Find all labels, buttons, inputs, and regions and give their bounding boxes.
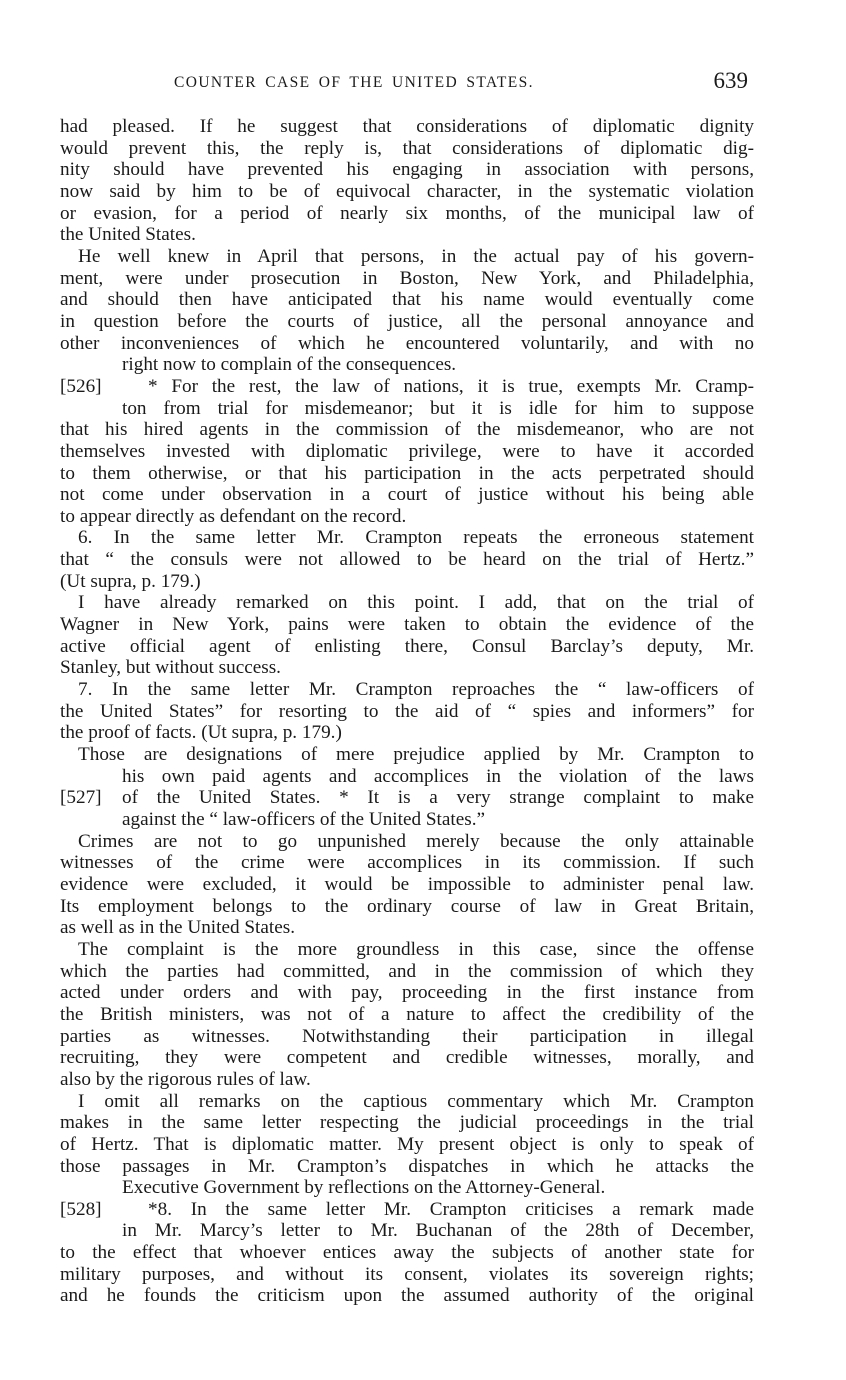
line-text: The complaint is the more groundless in this case, since the offense [78, 938, 754, 960]
line-text: He well knew in April that persons, in the actual pay of his govern- [78, 245, 754, 267]
line-text: of the United States. * It is a very strange complaint to make [122, 787, 754, 809]
line-text: his own paid agents and accomplices in the violation of the laws [122, 765, 754, 787]
line-text: Crimes are not to go unpunished merely because the only attainable [78, 830, 754, 852]
line-text: 6. In the same letter Mr. Crampton repeats the erroneous statement [78, 527, 754, 549]
line-text: that “ the consuls were not allowed to be heard on the trial of Hertz.” [60, 549, 754, 571]
running-head: COUNTER CASE OF THE UNITED STATES. [174, 74, 534, 91]
text-line [60, 181, 754, 203]
line-text: I omit all remarks on the captious commentary which Mr. Crampton [78, 1090, 754, 1112]
text-line [60, 766, 754, 788]
text-line [60, 116, 754, 138]
text-line [60, 419, 754, 441]
text-line [60, 917, 754, 939]
line-text: acted under orders and with pay, proceeding in the first instance from [60, 982, 754, 1004]
text-line [60, 1156, 754, 1178]
page-marker: [528] [60, 1198, 102, 1220]
text-line [60, 939, 754, 961]
text-line [60, 679, 754, 701]
line-text: against the “ law-officers of the United States.” [122, 809, 486, 830]
line-text: and he founds the criticism upon the assumed authority of the original [60, 1285, 754, 1307]
text-line [60, 203, 754, 225]
text-line [60, 398, 754, 420]
line-text: which the parties had committed, and in the commission of which they [60, 960, 754, 982]
line-text: * For the rest, the law of nations, it is true, exempts Mr. Cramp- [148, 375, 754, 397]
text-line [60, 831, 754, 853]
text-line [60, 376, 754, 398]
text-line [60, 506, 754, 528]
text-line [60, 982, 754, 1004]
line-text: ton from trial for misdemeanor; but it is idle for him to suppose [122, 397, 754, 419]
line-text: those passages in Mr. Crampton’s dispatches in which he attacks the [60, 1155, 754, 1177]
line-text: active official agent of enlisting there, Consul Barclay’s deputy, Mr. [60, 635, 754, 657]
line-text: also by the rigorous rules of law. [60, 1068, 311, 1090]
line-text: to appear directly as defendant on the record. [60, 505, 407, 527]
text-line [60, 961, 754, 983]
line-text: that his hired agents in the commission of the misdemeanor, who are not [60, 419, 754, 441]
line-text: (Ut supra, p. 179.) [60, 570, 201, 592]
line-text: Wagner in New York, pains were taken to obtain the evidence of the [60, 614, 754, 636]
text-line [60, 289, 754, 311]
text-line [60, 1091, 754, 1113]
page-header [60, 68, 754, 98]
line-text: evidence were excluded, it would be impossible to administer penal law. [60, 873, 754, 895]
text-line [60, 852, 754, 874]
line-text: in Mr. Marcy’s letter to Mr. Buchanan of the 28th of December, [122, 1220, 754, 1242]
line-text: the British ministers, was not of a nature to affect the credibility of the [60, 1003, 754, 1025]
line-text: to the effect that whoever entices away the subjects of another state for [60, 1242, 754, 1264]
line-text: witnesses of the crime were accomplices in its commission. If such [60, 852, 754, 874]
text-line [60, 333, 754, 355]
line-text: or evasion, for a period of nearly six months, of the municipal law of [60, 202, 754, 224]
line-text: *8. In the same letter Mr. Crampton criticises a remark made [148, 1198, 754, 1220]
line-text: recruiting, they were competent and credible witnesses, morally, and [60, 1047, 754, 1069]
line-text: other inconveniences of which he encountered voluntarily, and with no [60, 332, 754, 354]
text-line [60, 1264, 754, 1286]
line-text: parties as witnesses. Notwithstanding their participation in illegal [60, 1025, 754, 1047]
text-line [60, 874, 754, 896]
text-line [60, 787, 754, 809]
line-text: the United States. [60, 224, 196, 246]
text-line [60, 1242, 754, 1264]
line-text: of Hertz. That is diplomatic matter. My present object is only to speak of [60, 1133, 754, 1155]
line-text: Executive Government by reflections on the Attorney-General. [122, 1177, 606, 1199]
line-text: makes in the same letter respecting the judicial proceedings in the trial [60, 1112, 754, 1134]
text-line [60, 224, 754, 246]
line-text: would prevent this, the reply is, that considerations of diplomatic dig- [60, 137, 754, 159]
text-line [60, 1026, 754, 1048]
text-line [60, 1220, 754, 1242]
line-text: nity should have prevented his engaging in association with persons, [60, 159, 754, 181]
text-line [60, 809, 754, 831]
page-marker: [527] [60, 787, 102, 809]
line-text: Stanley, but without success. [60, 657, 281, 679]
text-line [60, 1047, 754, 1069]
text-line [60, 484, 754, 506]
text-line [60, 1004, 754, 1026]
page-number: 639 [713, 68, 748, 93]
line-text: the United States” for resorting to the aid of “ spies and informers” for [60, 700, 754, 722]
text-line [60, 592, 754, 614]
line-text: I have already remarked on this point. I add, that on the trial of [78, 592, 754, 614]
line-text: to them otherwise, or that his participation in the acts perpetrated should [60, 462, 754, 484]
line-text: right now to complain of the consequences. [122, 354, 457, 376]
text-line [60, 159, 754, 181]
text-line [60, 268, 754, 290]
line-text: military purposes, and without its consent, violates its sovereign rights; [60, 1263, 754, 1285]
text-line [60, 527, 754, 549]
text-line [60, 1199, 754, 1221]
line-text: not come under observation in a court of justice without his being able [60, 484, 754, 506]
text-line [60, 246, 754, 268]
text-line [60, 1285, 754, 1307]
page-marker: [526] [60, 375, 102, 397]
text-line [60, 441, 754, 463]
line-text: and should then have anticipated that his name would eventually come [60, 289, 754, 311]
text-line [60, 896, 754, 918]
text-line [60, 744, 754, 766]
text-line [60, 1177, 754, 1199]
text-line [60, 701, 754, 723]
line-text: now said by him to be of equivocal character, in the systematic violation [60, 180, 754, 202]
text-line [60, 722, 754, 744]
line-text: in question before the courts of justice, all the personal annoyance and [60, 310, 754, 332]
text-line [60, 614, 754, 636]
text-line [60, 311, 754, 333]
line-text: Those are designations of mere prejudice applied by Mr. Crampton to [78, 744, 754, 766]
text-line [60, 657, 754, 679]
text-line [60, 463, 754, 485]
body-text [60, 116, 754, 1307]
line-text: the proof of facts. (Ut supra, p. 179.) [60, 722, 342, 744]
text-line [60, 636, 754, 658]
text-line [60, 138, 754, 160]
text-line [60, 1134, 754, 1156]
line-text: had pleased. If he suggest that considerations of diplomatic dignity [60, 116, 754, 137]
line-text: Its employment belongs to the ordinary course of law in Great Britain, [60, 895, 754, 917]
line-text: 7. In the same letter Mr. Crampton reproaches the “ law-officers of [78, 679, 754, 701]
text-line [60, 354, 754, 376]
text-line [60, 571, 754, 593]
text-line [60, 549, 754, 571]
line-text: as well as in the United States. [60, 917, 296, 939]
text-line [60, 1112, 754, 1134]
line-text: ment, were under prosecution in Boston, New York, and Philadelphia, [60, 267, 754, 289]
line-text: themselves invested with diplomatic privilege, were to have it accorded [60, 440, 754, 462]
text-line [60, 1069, 754, 1091]
